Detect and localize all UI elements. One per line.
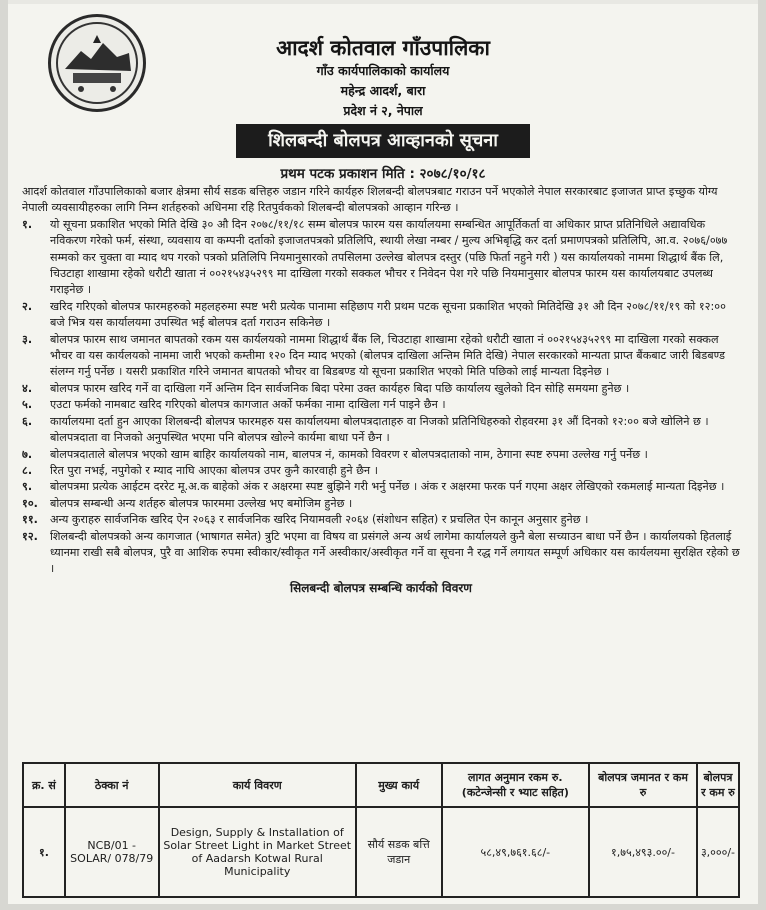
notice-body bbox=[22, 184, 740, 596]
condition-item bbox=[22, 332, 740, 381]
item-number: ८. bbox=[22, 463, 33, 477]
condition-item bbox=[22, 463, 740, 479]
col-bid-fee: बोलपत्र र कम रु bbox=[697, 763, 739, 807]
item-text: कार्यालयमा दर्ता हुन आएका शिलबन्दी बोलपत्र फारमहरु यस कार्यालयमा बोलपत्रदाताहरु वा निजको प्रतिनिधिहरुको रोहवरमा ३१ औं दिनको १२:०० बजे खोलिने छ । बोलपत्रदाता वा निजको अनुपस्थित भएमा पनि बोलपत्र खोल्ने कार्यमा बाधा पर्ने छैन । bbox=[50, 414, 709, 445]
item-number: ११. bbox=[22, 513, 38, 527]
item-text: बोलपत्र फारम खरिद गर्ने वा दाखिला गर्ने अन्तिम दिन सार्वजनिक बिदा परेमा उक्त कार्यहरु बिदा पछि कार्यालय खुलेको दिन सोहि समयमा हुनेछ । bbox=[50, 381, 630, 395]
condition-item bbox=[22, 397, 740, 413]
notice-banner: शिलबन्दी बोलपत्र आव्हानको सूचना bbox=[236, 124, 530, 158]
col-serial: क्र. सं bbox=[23, 763, 65, 807]
condition-item bbox=[22, 217, 740, 299]
item-number: १२. bbox=[22, 529, 38, 543]
col-main-work: मुख्य कार्य bbox=[356, 763, 442, 807]
item-number: १०. bbox=[22, 496, 38, 510]
col-bid-security: बोलपत्र जमानत र कम रु bbox=[589, 763, 697, 807]
bid-details-table bbox=[22, 762, 740, 898]
item-number: २. bbox=[22, 299, 33, 313]
item-number: ५. bbox=[22, 398, 33, 412]
province-line: प्रदेश नं २, नेपाल bbox=[343, 103, 423, 118]
item-number: १. bbox=[22, 217, 33, 231]
office-address: महेन्द्र आदर्श, बारा bbox=[340, 83, 426, 98]
cell-contract-no: NCB/01 -SOLAR/ 078/79 bbox=[65, 807, 159, 897]
item-number: ३. bbox=[22, 332, 33, 346]
condition-item bbox=[22, 381, 740, 397]
publication-date: प्रथम पटक प्रकाशन मिति : २०७८/१०/१८ bbox=[280, 166, 486, 182]
condition-item bbox=[22, 496, 740, 512]
condition-item bbox=[22, 479, 740, 495]
condition-item bbox=[22, 529, 740, 578]
municipality-title: आदर्श कोतवाल गाँउपालिका bbox=[276, 36, 490, 60]
item-text: बोलपत्रदाताले बोलपत्र भएको खाम बाहिर कार्यालयको नाम, बालपत्र नं, कामको विवरण र बोलपत्रदाताको नाम, ठेगाना स्पष्ट रुपमा उल्लेख गर्नु पर्नेछ । bbox=[50, 447, 648, 461]
item-text: शिलबन्दी बोलपत्रको अन्य कागजात (भाषागत समेत) त्रुटि भएमा वा विषय वा प्रसंगले अन्य अर्थ लागेमा कार्यालयले कुनै बेला सच्याउन बाधा पर्ने छैन । कार्यालयको हितलाई ध्यानमा राखी सबै बोलपत्र, पुरै वा आशिक रुपमा स्वीकार/स्वीकृत गर्ने अस्वीकार/अस्वीकृत गर्ने वा सूचना नै रद्ध गर्ने लगायत सम्पूर्ण अधिकार यस कार्यलयमा सुरक्षित रहेको छ । bbox=[50, 529, 740, 576]
table-title: सिलबन्दी बोलपत्र सम्बन्धि कार्यको विवरण bbox=[290, 580, 472, 595]
table-header-row bbox=[23, 763, 739, 807]
item-number: ९. bbox=[22, 480, 33, 494]
condition-item bbox=[22, 512, 740, 528]
item-text: रित पुरा नभई, नपुगेको र म्याद नाघि आएका बोलपत्र उपर कुनै कारवाही हुने छैन । bbox=[50, 463, 378, 477]
item-number: ७. bbox=[22, 447, 33, 461]
table-row bbox=[23, 807, 739, 897]
condition-item bbox=[22, 414, 740, 447]
col-contract-no: ठेक्का नं bbox=[65, 763, 159, 807]
cell-bid-fee: ३,०००/- bbox=[697, 807, 739, 897]
cell-main-work: सौर्य सडक बत्ति जडान bbox=[356, 807, 442, 897]
condition-item bbox=[22, 299, 740, 332]
cell-work-description: Design, Supply & Installation of Solar Street Light in Market Street of Aadarsh Kotwal Rural Municipality bbox=[159, 807, 356, 897]
item-text: यो सूचना प्रकाशित भएको मिति देखि ३० औ दिन २०७८/११/१८ सम्म बोलपत्र फारम यस कार्यालयमा सम्बन्धित आपूर्तिकर्ता वा अधिकार प्राप्त प्रतिनिधिले अद्यावधिक नविकरण गरेको फर्म, संस्था, व्यवसाय वा कम्पनी दर्ताको इजाजतपत्रको प्रतिलिपि, स्थायी लेखा नम्बर / मुल्य अभिबृद्धि कर दर्ता प्रमाणपत्रको प्रतिलिपि, आ.व. २०७६/०७७ सम्मको कर चुक्ता वा म्याद थप गरको पत्रको प्रतिलिपि नियमानुसारको तपसिलमा उल्लेख बोलपत्र दस्तुर (पछि फिर्ता नहुने गरी ) यस कार्यालयको नाममा शिद्धार्थ बैंक लि, चिउटाहा शाखामा रहेको धरौटी खाता नं ००२१५४३५२९९ मा दाखिला गरको सक्कल भौचर र निवेदन पेश गरे पछि नियमानुसार बोलपत्र फारम यस कार्यालयबाट उपलब्ध गराइनेछ । bbox=[50, 217, 728, 297]
item-text: अन्य कुराहरु सार्वजनिक खरिद ऐन २०६३ र सार्वजनिक खरिद नियामवली २०६४ (संशोधन सहित) र प्रचलित ऐन कानून अनुसार हुनेछ । bbox=[50, 513, 589, 527]
item-number: ६. bbox=[22, 414, 33, 428]
item-text: बोलपत्र फारम साथ जमानत बापतको रकम यस कार्यलयको नाममा शिद्धार्थ बैंक लि, चिउटाहा शाखामा रहेको धरौटी खाता नं ००२१५४३५२९९ मा दाखिला गरको सक्कल भौचर वा यस कार्यलयको नाममा जारी भएको कम्तीमा १२० दिन म्याद भएको (बोलपत्र दाखिला अन्तिम मिति देखि) नेपाल सरकारको मान्यता प्राप्त बैंकबाट जारी बिडबण्ड संलग्न गर्नु पर्नेछ । यसरी प्रकाशित गरिने जमानत बापतको भौचर वा बिडबण्ड यो सूचना प्रकाशित भएको मिति पछिको लाई मान्यता दिइनेछ । bbox=[50, 332, 725, 379]
item-text: बोलपत्रमा प्रत्येक आईटम दररेट मू.अ.क बाहेको अंक र अक्षरमा स्पष्ट बुझिने गरी भर्नु पर्नेछ । अंक र अक्षरमा फरक पर्न गएमा अक्षर लेखिएको रकमलाई मान्यता दिइनेछ । bbox=[50, 480, 725, 494]
col-cost-estimate: लागत अनुमान रकम रु. (कटेन्जेन्सी र भ्याट सहित) bbox=[442, 763, 590, 807]
cell-bid-security: १,७५,४९३.००/- bbox=[589, 807, 697, 897]
intro-paragraph: आदर्श कोतवाल गाँउपालिकाको बजार क्षेत्रमा सौर्य सडक बत्तिहरु जडान गरिने कार्यहरु शिलबन्दी बोलपत्रबाट गराउन पर्ने भएकोले नेपाल सरकारबाट इजाजत प्राप्त इच्छुक योग्य नेपाली व्यवसायीहरुका लागि निम्न शर्तहरुको अधिनमा रहि रितपुर्वकको शिलबन्दी बोलपत्रको आव्हान गरिन्छ । bbox=[22, 185, 718, 215]
col-work-description: कार्य विवरण bbox=[159, 763, 356, 807]
item-number: ४. bbox=[22, 381, 33, 395]
item-text: एउटा फर्मको नामबाट खरिद गरिएको बोलपत्र कागजात अर्को फर्मका नामा दाखिला गर्न पाइने छैन । bbox=[50, 398, 446, 412]
condition-item bbox=[22, 447, 740, 463]
cell-cost-estimate: ५८,४९,७६१.६८/- bbox=[442, 807, 590, 897]
item-text: खरिद गरिएको बोलपत्र फारमहरुको महलहरुमा स्पष्ट भरी प्रत्येक पानामा सहिछाप गरी प्रथम पटक सूचना प्रकाशित भएको मितिदेखि ३१ औ दिन २०७८/११/१९ को १२:०० बजे भित्र यस कार्यालयमा उपस्थित भई बोलपत्र दर्ता गराउन सकिनेछ । bbox=[50, 299, 726, 330]
cell-serial: १. bbox=[23, 807, 65, 897]
office-name: गाँउ कार्यपालिकाको कार्यालय bbox=[316, 63, 450, 78]
item-text: बोलपत्र सम्बन्धी अन्य शर्तहरु बोलपत्र फारममा उल्लेख भए बमोजिम हुनेछ । bbox=[50, 496, 353, 510]
